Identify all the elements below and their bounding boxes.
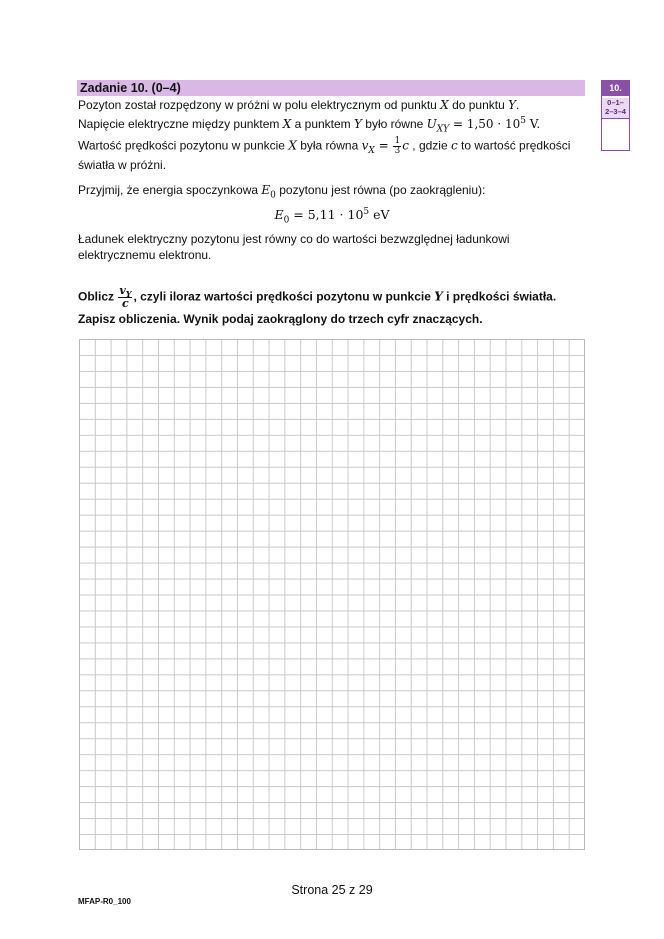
score-box bbox=[601, 80, 630, 151]
fraction-vy-over-c: $\frac{v_Y}{c}$ bbox=[119, 284, 132, 310]
task-title: Zadanie 10. (0–4) bbox=[80, 81, 181, 95]
score-box-points: 0–1– 2–3–4 bbox=[602, 98, 629, 119]
command-2: Zapisz obliczenia. Wynik podaj zaokrąglony do trzech cyfr znaczących. bbox=[78, 312, 483, 326]
paragraph-7: elektrycznemu elektronu. bbox=[78, 248, 212, 262]
score-box-number: 10. bbox=[602, 81, 629, 96]
exam-code: MFAP-R0_100 bbox=[78, 897, 131, 906]
paragraph-5: Przyjmij, że energia spoczynkowa $E_0$ pozytonu jest równa (po zaokrągleniu): bbox=[78, 183, 486, 201]
paragraph-6: Ładunek elektryczny pozytonu jest równy co do wartości bezwzględnej ładunkowi bbox=[78, 232, 510, 246]
paragraph-4: światła w próżni. bbox=[78, 158, 167, 172]
energy-equation: $E_0 = 5,11 \cdot 10^5$ eV bbox=[274, 206, 390, 226]
paragraph-3: Wartość prędkości pozytonu w punkcie X była równa $v_X$ = $\frac{1}{3}$ c , gdzie c to wartość prędkości bbox=[78, 136, 571, 157]
paragraph-1: Pozyton został rozpędzony w próżni w polu elektrycznym od punktu X do punktu Y. bbox=[78, 98, 520, 112]
answer-grid[interactable] bbox=[79, 339, 585, 850]
command-1: Oblicz $\frac{v_Y}{c}$ , czyli iloraz wartości prędkości pozytonu w punkcie Y i prędkości światła. bbox=[78, 284, 557, 310]
fraction-one-third: $\frac{1}{3}$ bbox=[394, 136, 401, 156]
paragraph-2: Napięcie elektryczne między punktem X a punktem Y było równe $U_{XY} = 1,50 \cdot 10^5$ V. bbox=[78, 116, 541, 135]
task-header bbox=[77, 80, 585, 96]
page-number: Strona 25 z 29 bbox=[291, 883, 373, 897]
